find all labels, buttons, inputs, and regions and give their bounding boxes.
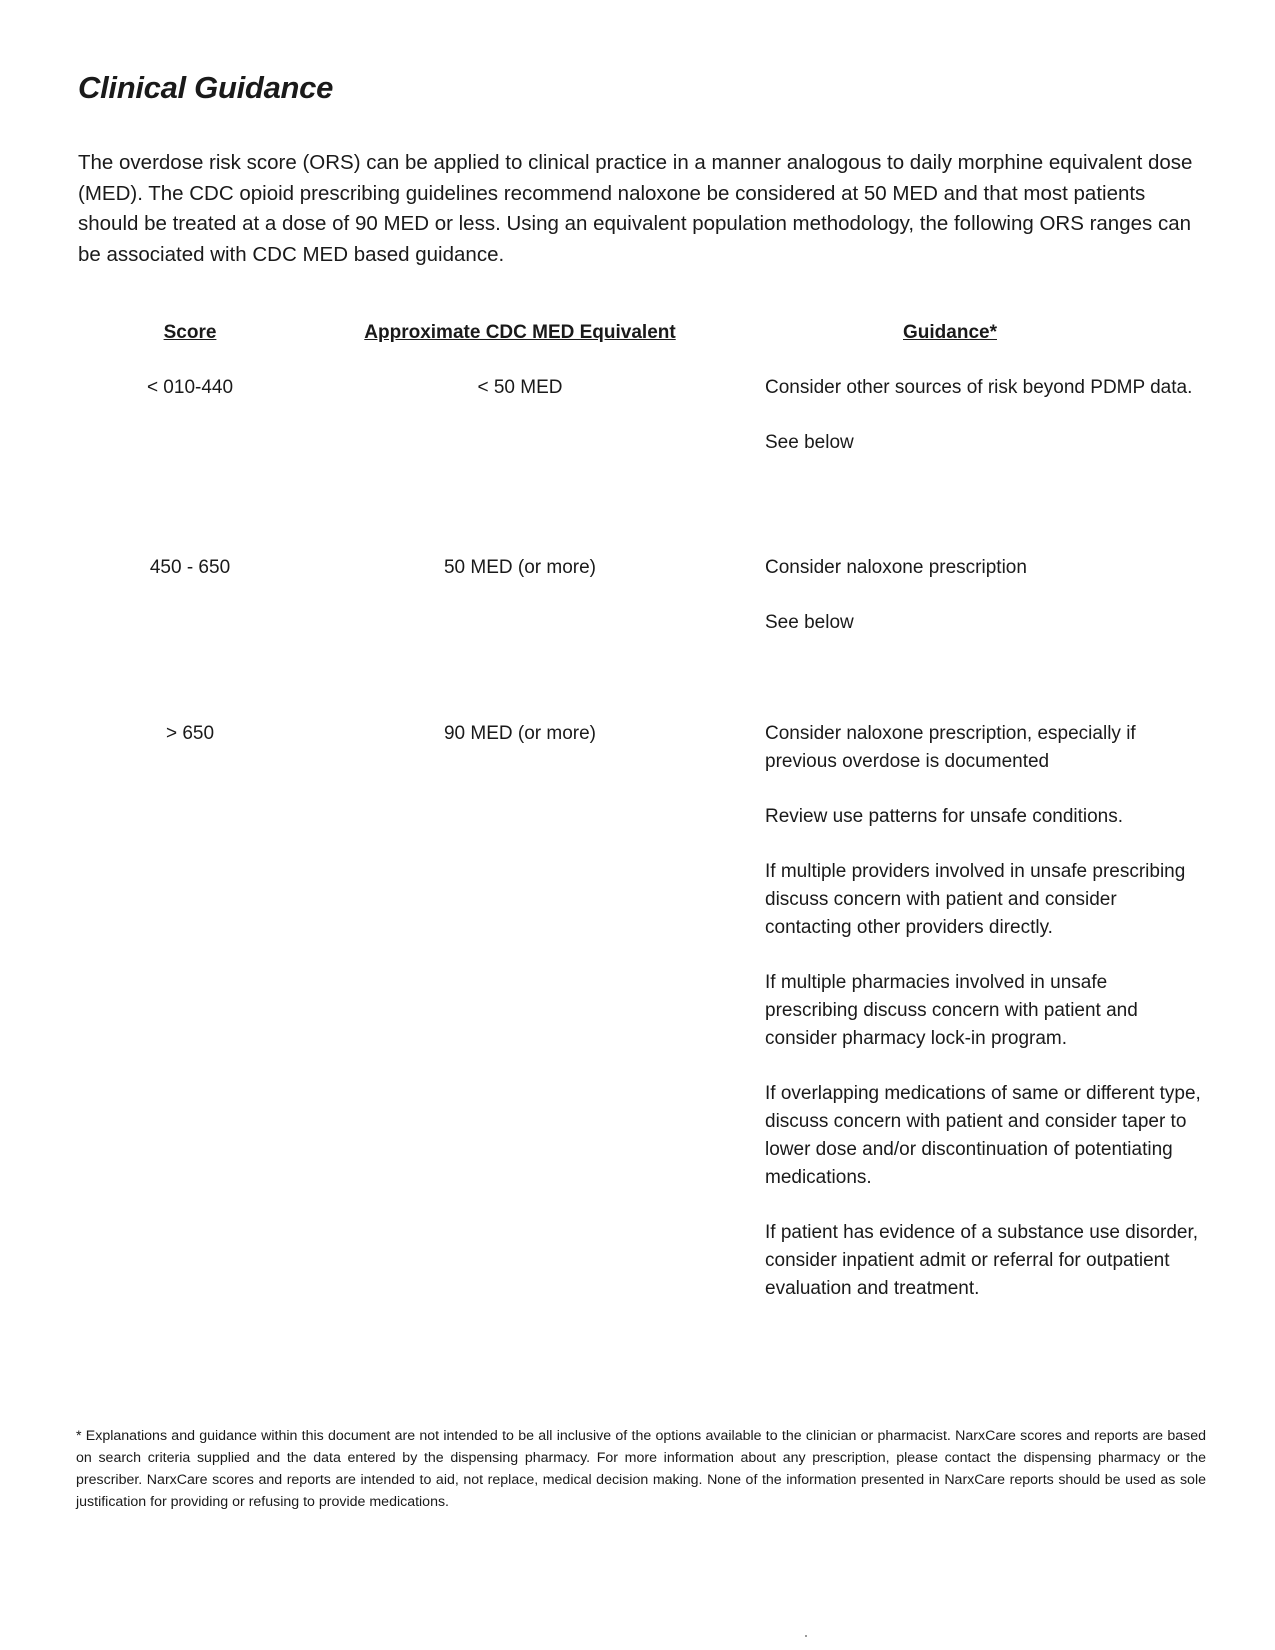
row-1-guidance-item: Consider other sources of risk beyond PDMP data. [765, 377, 1193, 398]
row-2-guidance-item: See below [765, 612, 854, 633]
row-3-guidance [765, 720, 1205, 1330]
row-3-score: > 650 [165, 723, 215, 744]
row-1-guidance [765, 374, 1205, 484]
intro-paragraph: The overdose risk score (ORS) can be applied to clinical practice in a manner analogous to daily morphine equivalent dose (MED). The CDC opioid prescribing guidelines recommend naloxone be considered at 50 MED and that most patients should be treated at a dose of 90 MED or less. Using an equivalent population methodology, the following ORS ranges can be associated with CDC MED based guidance. [78, 151, 1193, 266]
row-1-guidance-item: See below [765, 432, 854, 453]
row-3-guidance-item: If multiple providers involved in unsafe prescribing discuss concern with patient and consider contacting other providers directly. [765, 861, 1186, 938]
scan-speck [805, 1635, 807, 1637]
row-3-guidance-item: If patient has evidence of a substance use disorder, consider inpatient admit or referral for outpatient evaluation and treatment. [765, 1222, 1199, 1299]
column-header-med-equivalent: Approximate CDC MED Equivalent [364, 322, 676, 343]
row-2-med: 50 MED (or more) [443, 557, 597, 578]
row-3-med: 90 MED (or more) [443, 723, 597, 744]
footnote-disclaimer: * Explanations and guidance within this document are not intended to be all inclusive of the options available to the clinician or pharmacist. NarxCare scores and reports are based on search criteria supplied and the data entered by the dispensing pharmacy. For more information about any prescription, please contact the dispensing pharmacy or the prescriber. NarxCare scores and reports are intended to aid, not replace, medical decision making. None of the information presented in NarxCare reports should be used as sole justification for providing or refusing to provide medications. [76, 1428, 1206, 1510]
row-3-guidance-item: If overlapping medications of same or different type, discuss concern with patient and consider taper to lower dose and/or discontinuation of potentiating medications. [765, 1083, 1201, 1188]
row-2-score: 450 - 650 [149, 557, 231, 578]
page-title: Clinical Guidance [78, 70, 334, 105]
column-header-guidance: Guidance* [903, 322, 997, 343]
row-1-score: < 010-440 [146, 377, 234, 398]
row-3-guidance-item: Consider naloxone prescription, especially if previous overdose is documented [765, 723, 1136, 772]
row-3-guidance-item: Review use patterns for unsafe conditions. [765, 806, 1124, 827]
row-1-med: < 50 MED [477, 377, 563, 398]
row-2-guidance [765, 554, 1205, 664]
row-2-guidance-item: Consider naloxone prescription [765, 557, 1027, 578]
row-3-guidance-item: If multiple pharmacies involved in unsafe prescribing discuss concern with patient and consider pharmacy lock-in program. [765, 972, 1138, 1049]
column-header-score: Score [163, 322, 217, 343]
